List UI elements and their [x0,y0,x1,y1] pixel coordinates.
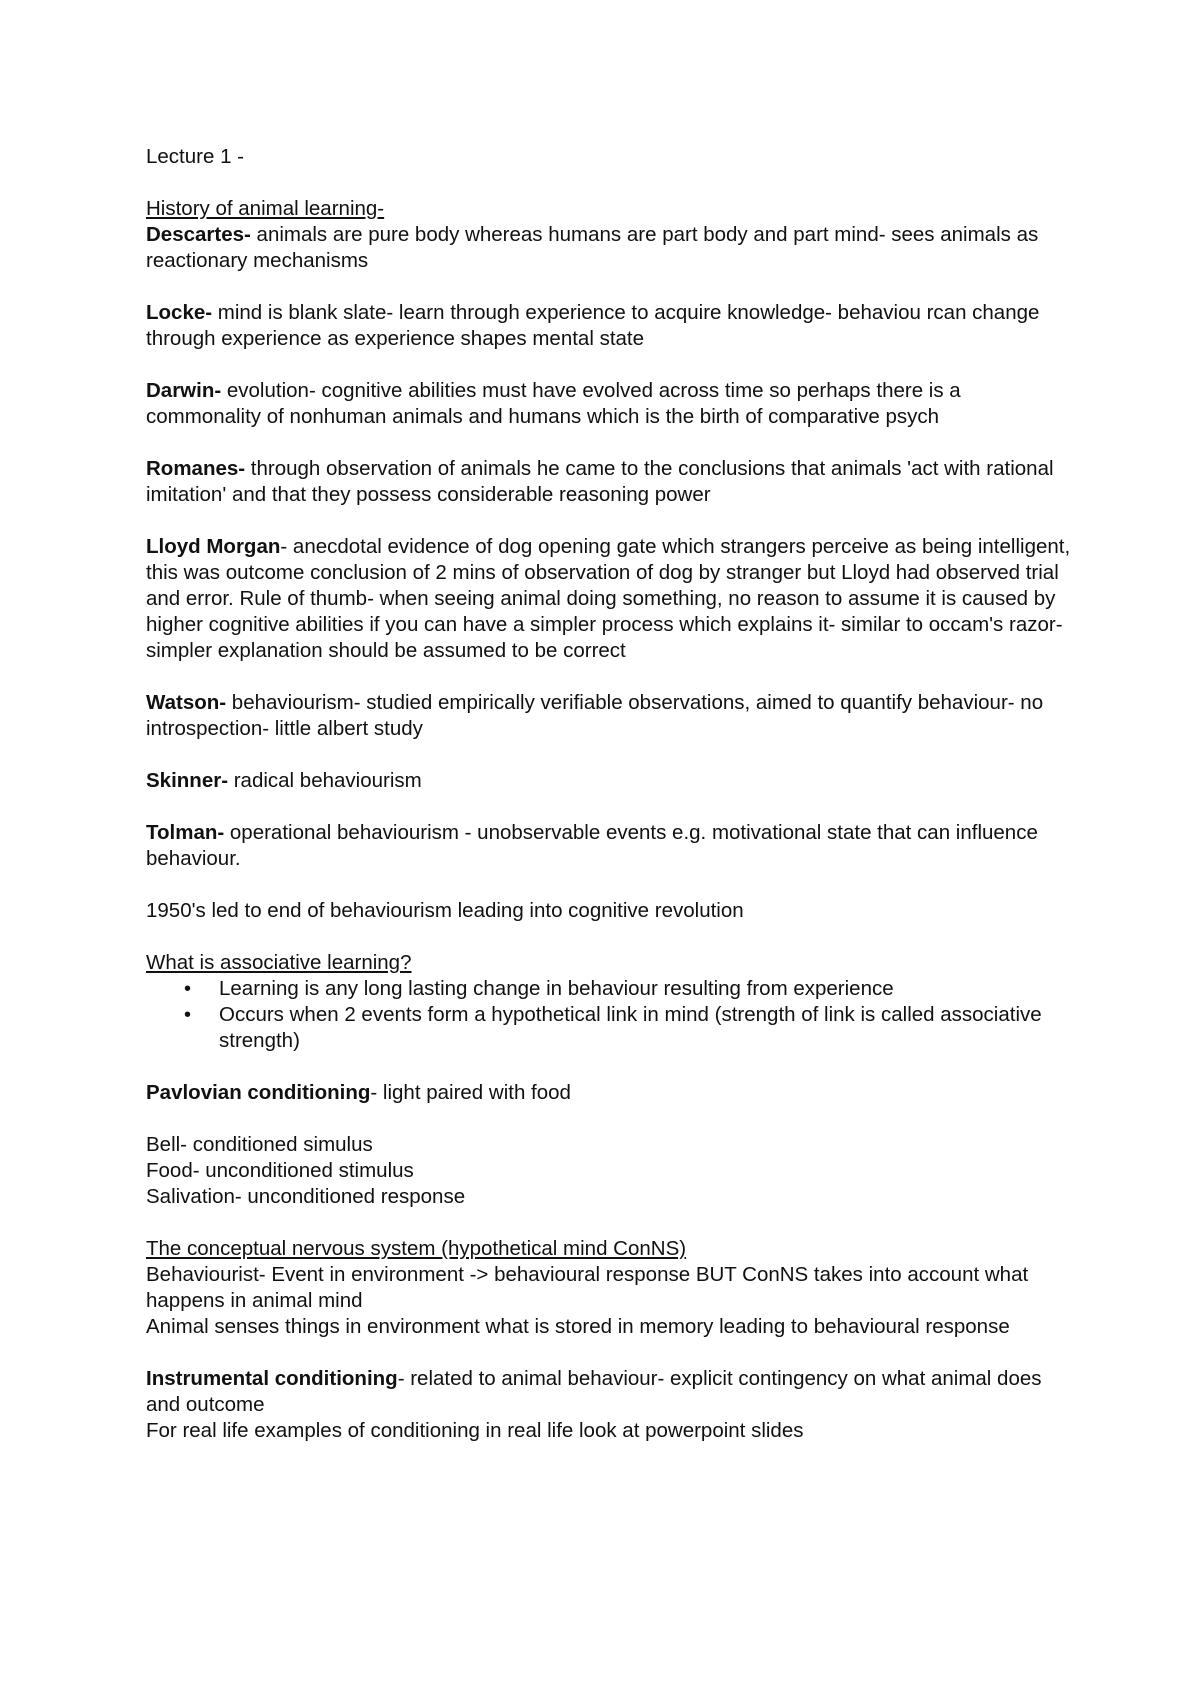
entry-locke [146,300,1076,352]
entry-text: behaviourism- studied empirically verifiable observations, aimed to quantify behaviour- no introspection- little albert study [146,691,1044,740]
entry-name: Lloyd Morgan [146,535,281,558]
entry-descartes [146,222,1076,274]
instrumental-term: Instrumental conditioning [146,1367,398,1390]
entry-text: evolution- cognitive abilities must have evolved across time so perhaps there is a commonality of nonhuman animals and humans which is the birth of comparative psych [146,379,961,428]
entry-text: - anecdotal evidence of dog opening gate which strangers perceive as being intelligent, this was outcome conclusion of 2 mins of observation of dog by stranger but Lloyd had observed trial and error. Rule of thumb- when seeing animal doing something, no reason to assume it is caused by higher cognitive abilities if you can have a simpler process which explains it- similar to occam's razor- simpler explanation should be assumed to be correct [146,535,1071,662]
instrumental-text: - related to animal behaviour- explicit contingency on what animal does and outcome [146,1367,1042,1416]
entry-lloyd-morgan [146,534,1076,664]
conns-line: Behaviourist- Event in environment -> behavioural response BUT ConNS takes into account what happens in animal mind [146,1263,1029,1312]
entry-name: Watson- [146,691,227,714]
entry-name: Skinner- [146,769,229,792]
conns-line: Animal senses things in environment what is stored in memory leading to behavioural response [146,1315,1010,1338]
entry-watson [146,690,1076,742]
pavlovian-line: Salivation- unconditioned response [146,1185,466,1208]
associative-heading: What is associative learning? [146,951,412,974]
document-page [146,144,1076,1444]
conns-heading: The conceptual nervous system (hypothetical mind ConNS) [146,1237,687,1260]
entry-text: animals are pure body whereas humans are part body and part mind- sees animals as reactionary mechanisms [146,223,1039,272]
entry-name: Darwin- [146,379,222,402]
entry-name: Romanes- [146,457,246,480]
list-item: • Learning is any long lasting change in behaviour resulting from experience [219,976,1076,1002]
entry-skinner [146,768,1076,794]
entry-text: mind is blank slate- learn through experience to acquire knowledge- behaviou rcan change through experience as experience shapes mental state [146,301,1040,350]
pavlovian-line: Bell- conditioned simulus [146,1133,373,1156]
pavlovian-line: Food- unconditioned stimulus [146,1159,414,1182]
history-closing: 1950's led to end of behaviourism leading into cognitive revolution [146,899,744,922]
lecture-title: Lecture 1 - [146,145,244,168]
entry-name: Locke- [146,301,213,324]
history-heading: History of animal learning- [146,197,385,220]
entry-text: radical behaviourism [228,769,422,792]
entry-romanes [146,456,1076,508]
entry-text: through observation of animals he came to the conclusions that animals 'act with rational imitation' and that they possess considerable reasoning power [146,457,1054,506]
instrumental-definition [146,1366,1076,1418]
entry-name: Descartes- [146,223,251,246]
entry-text: operational behaviourism - unobservable events e.g. motivational state that can influence behaviour. [146,821,1038,870]
list-item: • Occurs when 2 events form a hypothetical link in mind (strength of link is called associative strength) [219,1002,1076,1054]
instrumental-note: For real life examples of conditioning in real life look at powerpoint slides [146,1419,804,1442]
entry-tolman [146,820,1076,872]
pavlovian-term: Pavlovian conditioning [146,1081,371,1104]
entry-darwin [146,378,1076,430]
entry-name: Tolman- [146,821,225,844]
pavlovian-text: - light paired with food [370,1081,571,1104]
pavlovian-definition [146,1080,1076,1106]
associative-bullet-list [146,976,1076,1054]
